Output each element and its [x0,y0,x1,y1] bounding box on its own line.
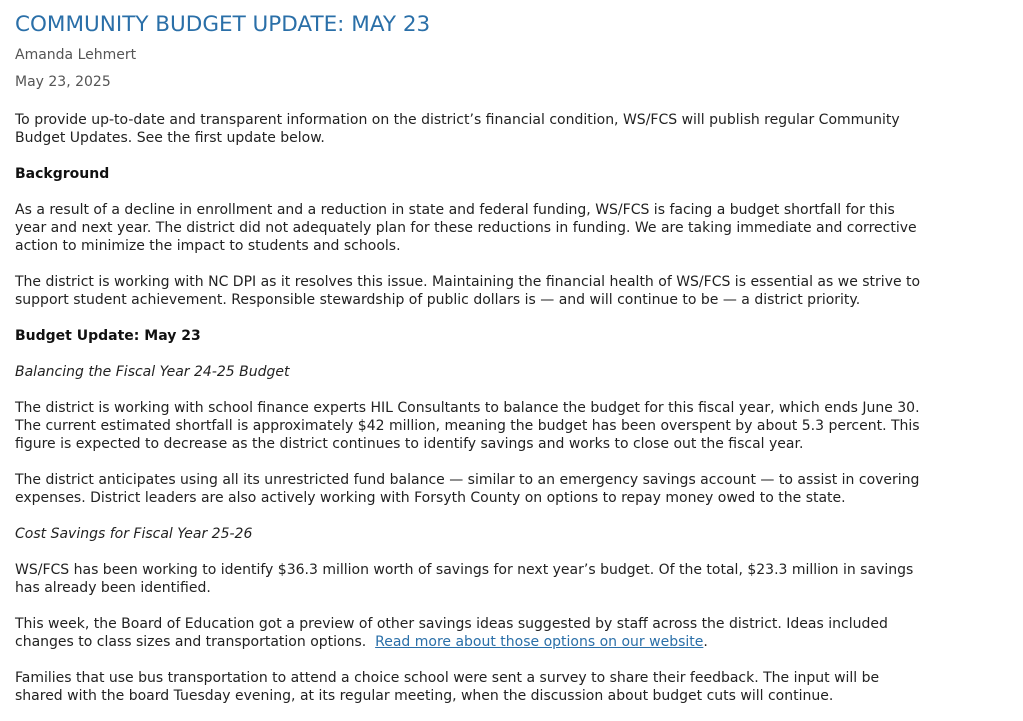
website-options-link[interactable]: Read more about those options on our website [375,634,704,650]
budget-update-heading: Budget Update: May 23 [15,328,201,344]
text-line: The district anticipates using all its unrestricted fund balance — similar to an emergency savings account — to assist in covering [15,472,920,488]
fy2425-paragraph-1 [15,399,1010,453]
text-line: The district is working with NC DPI as it resolves this issue. Maintaining the financial health of WS/FCS is essential as we strive to [15,274,921,290]
intro-line: Budget Updates. See the first update below. [15,130,325,146]
text-line: As a result of a decline in enrollment and a reduction in state and federal funding, WS/FCS is facing a budget shortfall for this [15,202,895,218]
background-paragraph-2 [15,273,1010,309]
text-line: year and next year. The district did not adequately plan for these reductions in funding. We are taking immediate and corrective [15,220,917,236]
text-line: expenses. District leaders are also actively working with Forsyth County on options to repay money owed to the state. [15,490,846,506]
fy2425-subheading: Balancing the Fiscal Year 24-25 Budget [15,364,290,380]
text-line: figure is expected to decrease as the district continues to identify savings and works to close out the fiscal year. [15,436,804,452]
intro-paragraph [15,111,1010,147]
fy2425-paragraph-2 [15,471,1010,507]
text-line: . [703,634,708,650]
text-line: Families that use bus transportation to attend a choice school were sent a survey to share their feedback. The input will be [15,670,880,686]
background-heading: Background [15,166,110,182]
intro-line: To provide up-to-date and transparent information on the district’s financial condition, WS/FCS will publish regular Community [15,112,900,128]
fy2526-subheading: Cost Savings for Fiscal Year 25-26 [15,526,253,542]
text-line: The current estimated shortfall is approximately $42 million, meaning the budget has been overspent by about 5.3 percent. This [15,418,920,434]
text-line: action to minimize the impact to students and schools. [15,238,401,254]
publish-date: May 23, 2025 [15,74,111,90]
text-line: changes to class sizes and transportation options. [15,634,376,650]
text-line: The district is working with school finance experts HIL Consultants to balance the budget for this fiscal year, which ends June 30. [15,400,920,416]
text-line: This week, the Board of Education got a preview of other savings ideas suggested by staff across the district. Ideas included [15,616,888,632]
fy2526-paragraph-2 [15,615,1010,651]
text-line: shared with the board Tuesday evening, at its regular meeting, when the discussion about budget cuts will continue. [15,688,834,704]
author-name: Amanda Lehmert [15,47,137,63]
fy2526-paragraph-3 [15,669,1010,705]
text-line: support student achievement. Responsible stewardship of public dollars is — and will continue to be — a district priority. [15,292,861,308]
text-line: WS/FCS has been working to identify $36.3 million worth of savings for next year’s budget. Of the total, $23.3 million in savings [15,562,914,578]
article [15,10,1010,705]
fy2526-paragraph-1 [15,561,1010,597]
background-paragraph-1 [15,201,1010,255]
page-title: COMMUNITY BUDGET UPDATE: MAY 23 [15,12,431,37]
text-line: has already been identified. [15,580,211,596]
